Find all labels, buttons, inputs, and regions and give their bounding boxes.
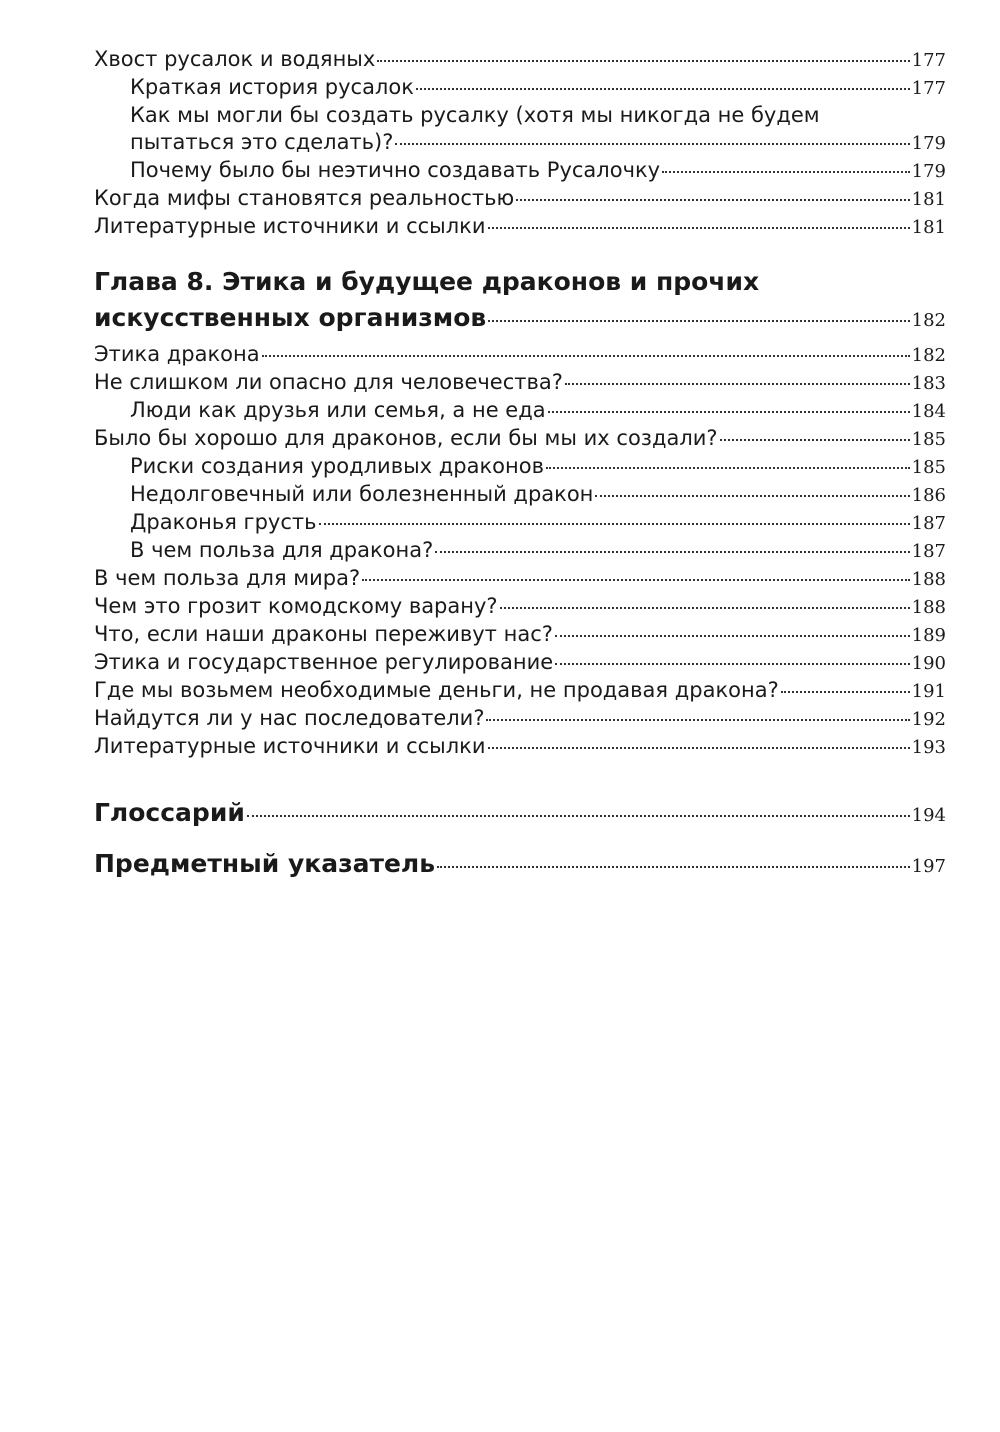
toc-page-number: 183 <box>911 373 946 394</box>
dot-leader <box>548 411 910 413</box>
toc-entry <box>94 425 946 453</box>
toc-entry <box>94 46 946 74</box>
toc-subentry <box>94 74 946 102</box>
toc-page-number: 185 <box>911 429 946 450</box>
dot-leader <box>488 747 910 749</box>
dot-leader <box>377 60 909 62</box>
toc-page-number: 188 <box>911 569 946 590</box>
toc-subentry <box>94 397 946 425</box>
toc-page-number: 191 <box>911 681 946 702</box>
toc-entry-title: Риски создания уродливых драконов <box>130 454 544 478</box>
dot-leader <box>247 815 910 817</box>
toc-entry <box>94 369 946 397</box>
toc-subentry <box>94 102 946 157</box>
toc-subentry <box>94 509 946 537</box>
toc-entry-title: Краткая история русалок <box>130 75 414 99</box>
toc-entry <box>94 677 946 705</box>
toc-entry-title: Найдутся ли у нас последователи? <box>94 706 485 730</box>
toc-entry-title: Чем это грозит комодскому варану? <box>94 594 498 618</box>
toc-entry-title: Этика дракона <box>94 342 260 366</box>
toc-page-number: 194 <box>911 805 946 826</box>
dot-leader <box>435 551 909 553</box>
toc-entry <box>94 621 946 649</box>
toc-glossary-entry <box>94 795 946 834</box>
dot-leader <box>416 88 910 90</box>
toc-page-number: 177 <box>911 78 946 99</box>
chapter-heading <box>94 264 946 339</box>
toc-entry-title: Литературные источники и ссылки <box>94 214 486 238</box>
toc-page-number: 181 <box>911 189 946 210</box>
toc-subentry <box>94 453 946 481</box>
toc-entry-title: Почему было бы неэтично создавать Русалочку <box>130 158 661 182</box>
toc-entry-title: В чем польза для дракона? <box>130 538 434 562</box>
toc-page-number: 186 <box>911 485 946 506</box>
toc-entry-title: Литературные источники и ссылки <box>94 734 486 758</box>
toc-page-number: 197 <box>911 856 946 877</box>
toc-entry-title: В чем польза для мира? <box>94 566 361 590</box>
dot-leader <box>486 719 909 721</box>
toc-page-number: 189 <box>911 625 946 646</box>
toc-page-number: 184 <box>911 401 946 422</box>
toc-subentry <box>94 537 946 565</box>
toc-index-entry <box>94 846 946 885</box>
dot-leader <box>720 439 910 441</box>
dot-leader <box>595 495 909 497</box>
toc-entry <box>94 733 946 761</box>
toc-entry-title: Было бы хорошо для драконов, если бы мы их создали? <box>94 426 718 450</box>
toc-entry <box>94 565 946 593</box>
toc-entry-title: Драконья грусть <box>130 510 317 534</box>
toc-entry-title: Когда мифы становятся реальностью <box>94 186 515 210</box>
toc-entry <box>94 705 946 733</box>
toc-entry-title: Не слишком ли опасно для человечества? <box>94 370 563 394</box>
toc-entry-title: Этика и государственное регулирование <box>94 650 554 674</box>
toc-page-number: 190 <box>911 653 946 674</box>
chapter-entries <box>94 341 946 761</box>
toc-entry <box>94 649 946 677</box>
dot-leader <box>500 607 910 609</box>
toc-entry-title-line1: Как мы могли бы создать русалку (хотя мы никогда не будем <box>130 103 820 127</box>
toc-entry-title: Где мы возьмем необходимые деньги, не продавая дракона? <box>94 678 779 702</box>
dot-leader <box>781 691 910 693</box>
toc-page-number: 192 <box>911 709 946 730</box>
toc-page-number: 187 <box>911 513 946 534</box>
toc-entry-title-line2: пытаться это сделать)? <box>130 130 394 154</box>
dot-leader <box>437 866 910 868</box>
toc-page-number: 182 <box>911 310 946 331</box>
toc-entry <box>94 593 946 621</box>
toc-page-number: 177 <box>911 50 946 71</box>
toc-page-number: 185 <box>911 457 946 478</box>
toc-page-number: 182 <box>911 345 946 366</box>
dot-leader <box>488 227 910 229</box>
dot-leader <box>662 171 910 173</box>
dot-leader <box>262 355 910 357</box>
chapter-title-line1: Глава 8. Этика и будущее драконов и прочих <box>94 267 760 296</box>
toc-entry-title: Глоссарий <box>94 798 245 827</box>
toc-entry-title: Предметный указатель <box>94 849 436 878</box>
dot-leader <box>488 320 909 322</box>
toc-entry <box>94 185 946 213</box>
table-of-contents <box>94 46 946 885</box>
dot-leader <box>565 383 910 385</box>
toc-entry <box>94 341 946 369</box>
toc-entry-title: Что, если наши драконы переживут нас? <box>94 622 553 646</box>
toc-page-number: 193 <box>911 737 946 758</box>
toc-entry <box>94 213 946 241</box>
toc-subentry <box>94 157 946 185</box>
toc-entry-title: Хвост русалок и водяных <box>94 47 376 71</box>
toc-page-number: 188 <box>911 597 946 618</box>
toc-page-number: 187 <box>911 541 946 562</box>
dot-leader <box>362 579 910 581</box>
chapter-title-line2: искусственных организмов <box>94 303 487 332</box>
toc-page-number: 179 <box>911 161 946 182</box>
toc-page-number: 179 <box>911 133 946 154</box>
toc-subentry <box>94 481 946 509</box>
toc-entry-title: Люди как друзья или семья, а не еда <box>130 398 546 422</box>
dot-leader <box>319 523 910 525</box>
toc-page-number: 181 <box>911 217 946 238</box>
dot-leader <box>395 143 909 145</box>
dot-leader <box>555 635 910 637</box>
dot-leader <box>516 199 909 201</box>
toc-entry-title: Недолговечный или болезненный дракон <box>130 482 594 506</box>
dot-leader <box>555 663 909 665</box>
dot-leader <box>546 467 910 469</box>
